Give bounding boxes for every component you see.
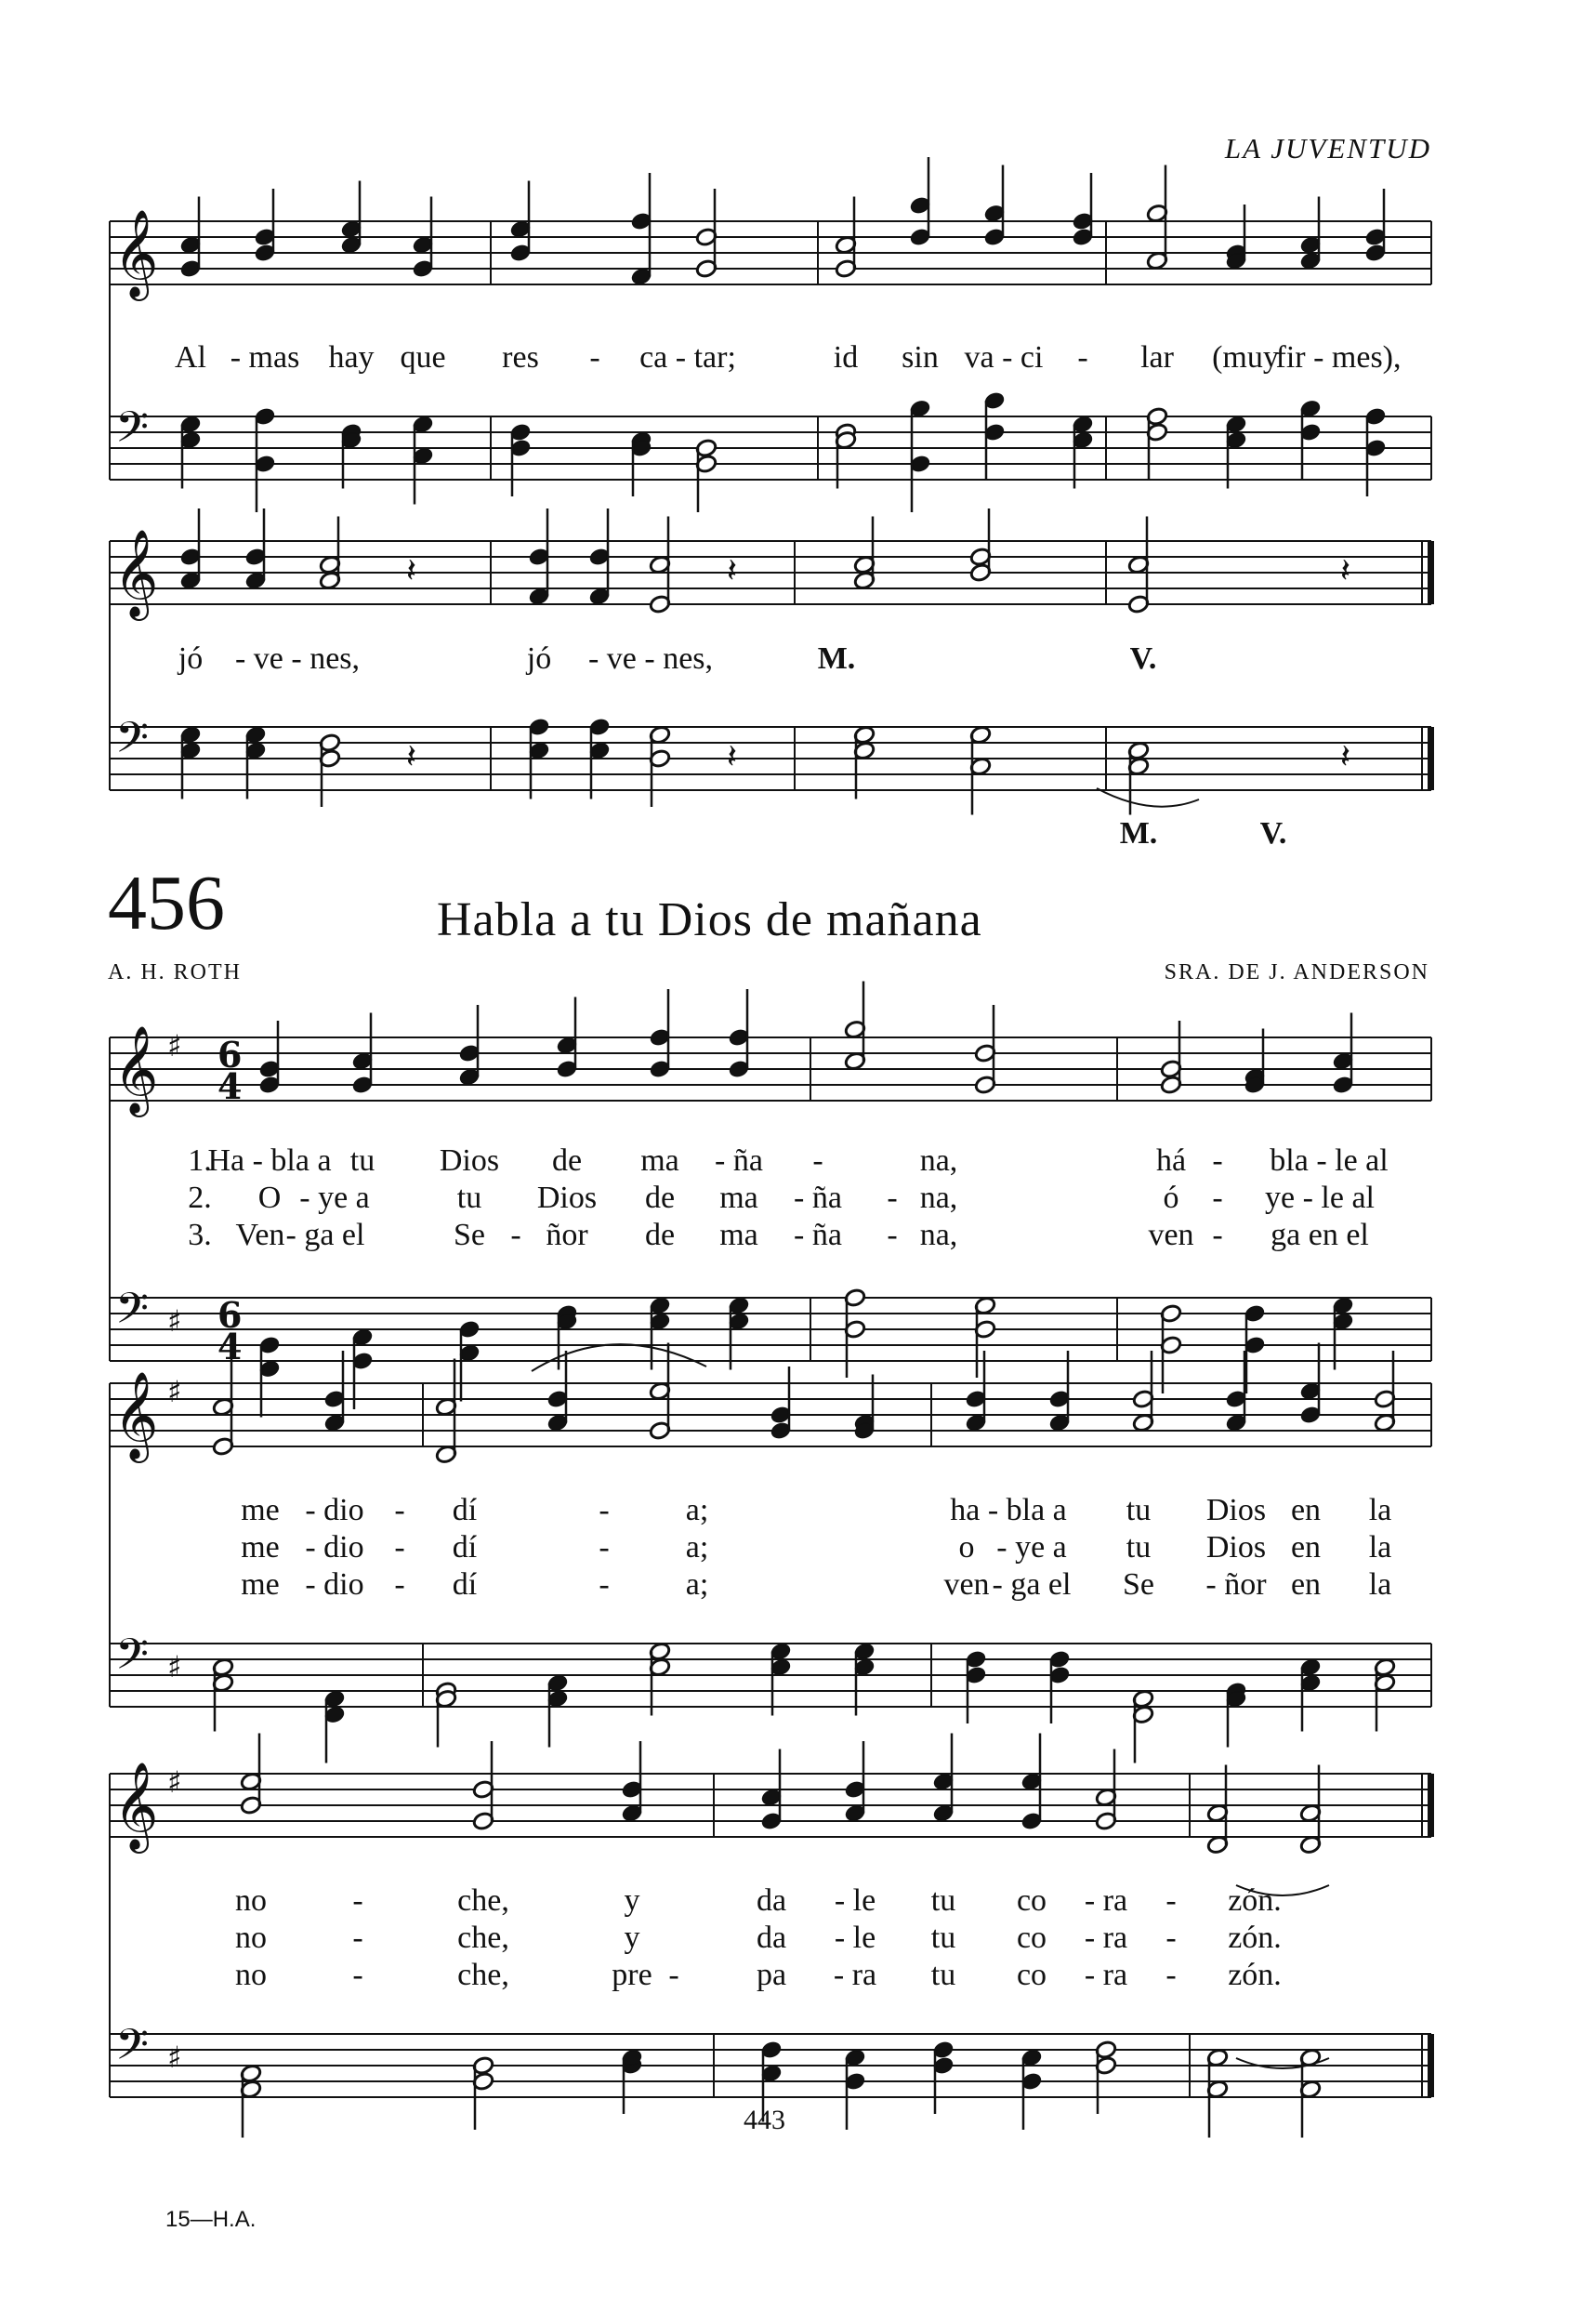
verse-3-line-2-syllable: - dio bbox=[305, 1567, 364, 1602]
bass-clef-icon: 𝄢 bbox=[115, 1284, 150, 1344]
sharp-icon: ♯ bbox=[167, 1649, 182, 1684]
verse-3-line-2-syllable: - bbox=[394, 1567, 405, 1602]
bass-voice-marker: M. bbox=[1119, 816, 1158, 851]
verse-1-line-2-syllable: Dios bbox=[1205, 1493, 1267, 1527]
final-barline-icon bbox=[1428, 541, 1434, 604]
verse-1-line-2-syllable: a; bbox=[685, 1493, 709, 1527]
verse-2-line-2-syllable: Dios bbox=[1205, 1530, 1267, 1565]
verse-3-line-3-syllable: - ra bbox=[1084, 1958, 1128, 1992]
verse-3-line-1-syllable: - bbox=[510, 1218, 521, 1252]
verse-1-line-3-syllable: che, bbox=[457, 1883, 509, 1918]
verse-1-line-1-syllable: - ña bbox=[715, 1143, 763, 1178]
verse-2-line-2-syllable: o bbox=[958, 1530, 975, 1565]
verse-3-line-1-syllable: ven bbox=[1148, 1218, 1194, 1252]
verse-3-line-2-syllable: la bbox=[1368, 1567, 1392, 1602]
verse-1-line-3-syllable: da bbox=[756, 1883, 787, 1918]
lyric-syllable: lar bbox=[1140, 340, 1174, 375]
sharp-icon: ♯ bbox=[167, 1764, 182, 1800]
verse-1-line-1-syllable: 1. bbox=[188, 1143, 212, 1178]
verse-3-line-3-syllable: - bbox=[1165, 1958, 1177, 1992]
verse-1-line-1-syllable: bla - le al bbox=[1270, 1143, 1389, 1178]
verse-1-line-1-syllable: - bbox=[1212, 1143, 1223, 1178]
voice-marker: M. bbox=[817, 641, 856, 676]
verse-3-line-1-syllable: - bbox=[887, 1218, 898, 1252]
verse-1-line-3-syllable: tu bbox=[930, 1883, 956, 1918]
verse-3-line-2-syllable: en bbox=[1290, 1567, 1322, 1602]
time-signature-top: 6 bbox=[217, 1294, 243, 1336]
lyric-syllable: jó bbox=[526, 641, 552, 676]
verse-2-line-3-syllable: no bbox=[235, 1921, 267, 1955]
verse-1-line-3-syllable: - bbox=[1165, 1883, 1177, 1918]
verse-2-line-3-syllable: co bbox=[1016, 1921, 1047, 1955]
verse-1-line-1-syllable: na, bbox=[919, 1143, 958, 1178]
verse-3-line-3-syllable: pre bbox=[612, 1958, 652, 1992]
verse-3-line-2-syllable: - bbox=[599, 1567, 610, 1602]
lyric-syllable: sin bbox=[902, 340, 939, 375]
verse-1-line-1-syllable: há bbox=[1155, 1143, 1187, 1178]
sharp-icon: ♯ bbox=[167, 1303, 182, 1339]
hymn-number: 456 bbox=[108, 860, 225, 946]
verse-3-line-2-syllable: me bbox=[241, 1567, 280, 1602]
verse-2-line-1-syllable: 2. bbox=[188, 1181, 212, 1215]
verse-2-line-2-syllable: la bbox=[1368, 1530, 1392, 1565]
verse-2-line-3-syllable: - bbox=[352, 1921, 363, 1955]
verse-2-line-3-syllable: - bbox=[1165, 1921, 1177, 1955]
final-barline-icon bbox=[1428, 1774, 1434, 1837]
verse-2-line-2-syllable: - bbox=[599, 1530, 610, 1565]
verse-1-line-2-syllable: tu bbox=[1126, 1493, 1152, 1527]
bass-clef-icon: 𝄢 bbox=[115, 713, 150, 773]
lyric-syllable: va - ci bbox=[964, 340, 1044, 375]
quarter-rest-icon: 𝄽 bbox=[406, 552, 417, 590]
verse-2-line-1-syllable: O bbox=[257, 1181, 282, 1215]
verse-3-line-2-syllable: a; bbox=[685, 1567, 709, 1602]
verse-3-line-1-syllable: na, bbox=[919, 1218, 958, 1252]
verse-2-line-2-syllable: dí bbox=[452, 1530, 478, 1565]
verse-2-line-1-syllable: de bbox=[644, 1181, 676, 1215]
verse-2-line-3-syllable: che, bbox=[457, 1921, 509, 1955]
verse-3-line-1-syllable: - bbox=[1212, 1218, 1223, 1252]
verse-2-line-1-syllable: ó bbox=[1163, 1181, 1179, 1215]
verse-2-line-2-syllable: me bbox=[241, 1530, 280, 1565]
verse-1-line-3-syllable: y bbox=[624, 1883, 640, 1918]
final-barline-icon bbox=[1428, 2034, 1434, 2097]
verse-2-line-3-syllable: - ra bbox=[1084, 1921, 1128, 1955]
verse-1-line-3-syllable: - ra bbox=[1084, 1883, 1128, 1918]
time-signature-bottom: 4 bbox=[217, 1065, 243, 1107]
lyric-syllable: Al bbox=[175, 340, 206, 375]
verse-3-line-3-syllable: co bbox=[1016, 1958, 1047, 1992]
verse-3-line-1-syllable: ga en el bbox=[1271, 1218, 1369, 1252]
sharp-icon: ♯ bbox=[167, 1374, 182, 1409]
verse-3-line-1-syllable: Ven bbox=[235, 1218, 285, 1252]
quarter-rest-icon: 𝄽 bbox=[727, 738, 738, 776]
lyric-syllable: - mas bbox=[230, 340, 300, 375]
verse-2-line-1-syllable: - ye a bbox=[299, 1181, 370, 1215]
verse-2-line-1-syllable: tu bbox=[456, 1181, 482, 1215]
verse-3-line-1-syllable: - ña bbox=[794, 1218, 842, 1252]
verse-2-line-1-syllable: - bbox=[887, 1181, 898, 1215]
verse-1-line-1-syllable: Dios bbox=[439, 1143, 500, 1178]
section-header: LA JUVENTUD bbox=[1224, 132, 1431, 165]
verse-3-line-3-syllable: - bbox=[352, 1958, 363, 1992]
lyric-syllable: ca - tar; bbox=[639, 340, 736, 375]
sharp-icon: ♯ bbox=[167, 1028, 182, 1063]
time-signature-bottom: 4 bbox=[217, 1326, 243, 1367]
verse-2-line-2-syllable: - ye a bbox=[996, 1530, 1067, 1565]
hymn-title: Habla a tu Dios de mañana bbox=[437, 893, 982, 946]
lyric-syllable: res bbox=[502, 340, 539, 375]
page-number: 443 bbox=[744, 2105, 785, 2135]
quarter-rest-icon: 𝄽 bbox=[1340, 738, 1351, 776]
verse-1-line-3-syllable: no bbox=[235, 1883, 267, 1918]
voice-marker: V. bbox=[1129, 641, 1157, 676]
verse-1-line-2-syllable: - bbox=[394, 1493, 405, 1527]
verse-2-line-1-syllable: ma bbox=[719, 1181, 758, 1215]
treble-clef-icon: 𝄞 bbox=[113, 529, 159, 617]
verse-2-line-3-syllable: tu bbox=[930, 1921, 956, 1955]
treble-clef-icon: 𝄞 bbox=[113, 1371, 159, 1459]
verse-1-line-1-syllable: - bbox=[812, 1143, 823, 1178]
verse-1-line-1-syllable: tu bbox=[349, 1143, 375, 1178]
quarter-rest-icon: 𝄽 bbox=[727, 552, 738, 590]
verse-2-line-2-syllable: en bbox=[1290, 1530, 1322, 1565]
verse-3-line-1-syllable: 3. bbox=[188, 1218, 212, 1252]
verse-1-line-3-syllable: - le bbox=[834, 1883, 876, 1918]
treble-clef-icon: 𝄞 bbox=[113, 1025, 159, 1114]
lyric-syllable: - bbox=[589, 340, 600, 375]
verse-2-line-3-syllable: zón. bbox=[1228, 1921, 1282, 1955]
bass-voice-marker: V. bbox=[1259, 816, 1287, 851]
verse-3-line-1-syllable: ma bbox=[719, 1218, 758, 1252]
quarter-rest-icon: 𝄽 bbox=[406, 738, 417, 776]
verse-2-line-1-syllable: - bbox=[1212, 1181, 1223, 1215]
verse-3-line-2-syllable: ven bbox=[943, 1567, 990, 1602]
verse-3-line-1-syllable: Se bbox=[454, 1218, 485, 1252]
lyric-syllable: (muy bbox=[1212, 340, 1279, 375]
verse-3-line-3-syllable: tu bbox=[930, 1958, 956, 1992]
verse-2-line-2-syllable: a; bbox=[685, 1530, 709, 1565]
verse-1-line-3-syllable: zón. bbox=[1228, 1883, 1282, 1918]
verse-3-line-3-syllable: no bbox=[235, 1958, 267, 1992]
verse-1-line-3-syllable: - bbox=[352, 1883, 363, 1918]
verse-3-line-2-syllable: dí bbox=[452, 1567, 478, 1602]
verse-2-line-2-syllable: tu bbox=[1126, 1530, 1152, 1565]
treble-clef-icon: 𝄞 bbox=[113, 209, 159, 297]
lyric-syllable: jó bbox=[178, 641, 204, 676]
lyric-syllable: hay bbox=[328, 340, 375, 375]
verse-3-line-2-syllable: - ñor bbox=[1205, 1567, 1267, 1602]
verse-2-line-1-syllable: - ña bbox=[794, 1181, 842, 1215]
verse-2-line-1-syllable: Dios bbox=[536, 1181, 598, 1215]
verse-2-line-2-syllable: - dio bbox=[305, 1530, 364, 1565]
lyric-syllable: - bbox=[1077, 340, 1088, 375]
verse-2-line-3-syllable: da bbox=[756, 1921, 787, 1955]
footer-code: 15—H.A. bbox=[165, 2207, 257, 2232]
verse-1-line-1-syllable: de bbox=[551, 1143, 583, 1178]
lyric-syllable: fir - mes), bbox=[1275, 340, 1402, 375]
verse-3-line-3-syllable: che, bbox=[457, 1958, 509, 1992]
verse-1-line-2-syllable: - dio bbox=[305, 1493, 364, 1527]
verse-2-line-3-syllable: y bbox=[624, 1921, 640, 1955]
verse-2-line-1-syllable: ye - le al bbox=[1265, 1181, 1375, 1215]
lyric-syllable: id bbox=[833, 340, 859, 375]
time-signature-top: 6 bbox=[217, 1034, 243, 1076]
verse-3-line-1-syllable: ñor bbox=[546, 1218, 588, 1252]
verse-2-line-1-syllable: na, bbox=[919, 1181, 958, 1215]
verse-3-line-3-syllable: pa bbox=[756, 1958, 787, 1992]
sharp-icon: ♯ bbox=[167, 2040, 182, 2075]
verse-1-line-2-syllable: me bbox=[241, 1493, 280, 1527]
verse-1-line-1-syllable: Ha - bla a bbox=[207, 1143, 332, 1178]
bass-clef-icon: 𝄢 bbox=[115, 403, 150, 463]
lyric-syllable: que bbox=[400, 340, 446, 375]
verse-2-line-2-syllable: - bbox=[394, 1530, 405, 1565]
verse-3-line-1-syllable: de bbox=[644, 1218, 676, 1252]
quarter-rest-icon: 𝄽 bbox=[1340, 552, 1351, 590]
treble-clef-icon: 𝄞 bbox=[113, 1762, 159, 1850]
hymn-author: A. H. ROTH bbox=[108, 960, 242, 984]
bass-clef-icon: 𝄢 bbox=[115, 1630, 150, 1690]
verse-3-line-1-syllable: - ga el bbox=[285, 1218, 365, 1252]
verse-2-line-3-syllable: - le bbox=[834, 1921, 876, 1955]
lyric-syllable: - ve - nes, bbox=[587, 641, 714, 676]
verse-3-line-2-syllable: - ga el bbox=[992, 1567, 1072, 1602]
verse-1-line-2-syllable: ha - bla a bbox=[950, 1493, 1067, 1527]
verse-1-line-2-syllable: la bbox=[1368, 1493, 1392, 1527]
verse-1-line-2-syllable: - bbox=[599, 1493, 610, 1527]
bass-clef-icon: 𝄢 bbox=[115, 2020, 150, 2080]
verse-3-line-3-syllable: - bbox=[668, 1958, 679, 1992]
verse-3-line-2-syllable: Se bbox=[1123, 1567, 1154, 1602]
verse-1-line-2-syllable: dí bbox=[452, 1493, 478, 1527]
lyric-syllable: - ve - nes, bbox=[234, 641, 361, 676]
verse-3-line-3-syllable: zón. bbox=[1228, 1958, 1282, 1992]
verse-1-line-1-syllable: ma bbox=[640, 1143, 679, 1178]
verse-3-line-3-syllable: - ra bbox=[833, 1958, 877, 1992]
hymn-composer: SRA. DE J. ANDERSON bbox=[1164, 960, 1429, 984]
verse-1-line-3-syllable: co bbox=[1016, 1883, 1047, 1918]
verse-1-line-2-syllable: en bbox=[1290, 1493, 1322, 1527]
final-barline-icon bbox=[1428, 727, 1434, 790]
